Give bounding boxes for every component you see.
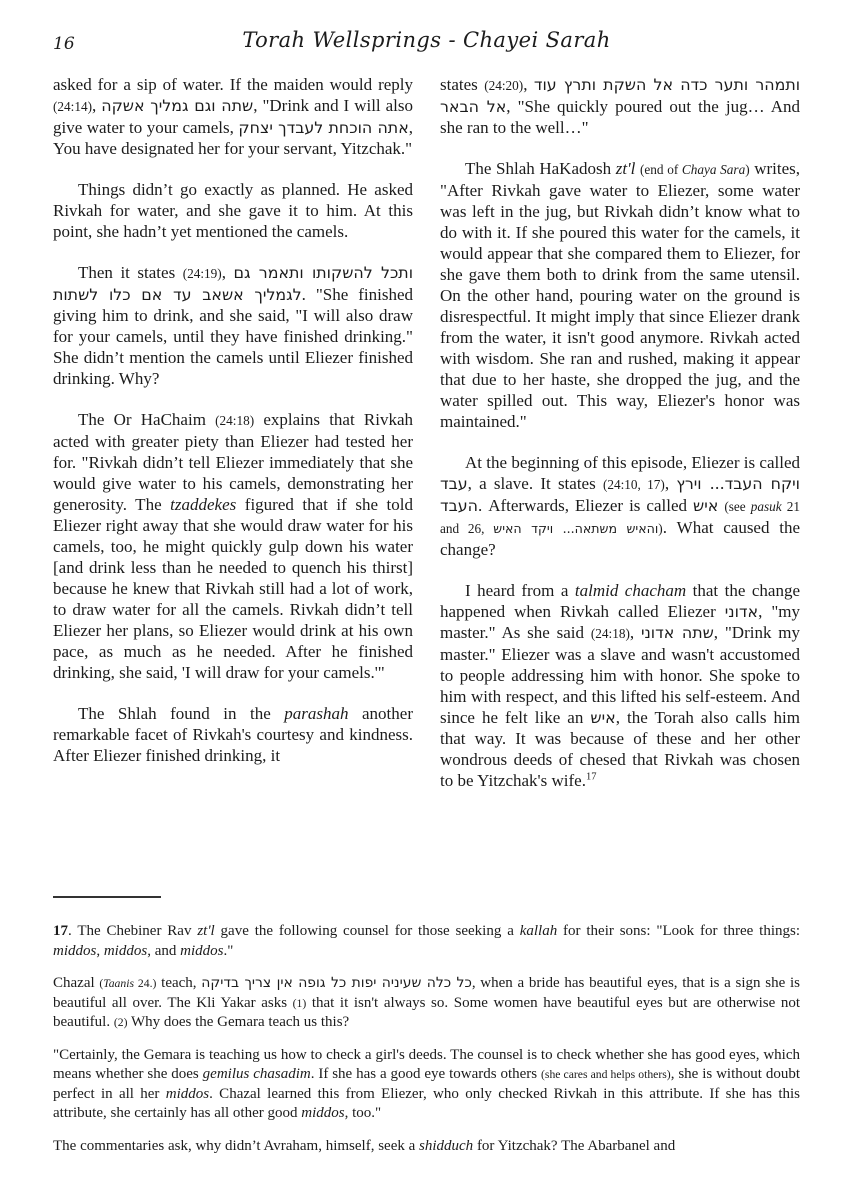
text-segment: 17	[585, 771, 597, 783]
text-segment: figured that if she told Eliezer right away that she would draw water for his camels, too, he might quickly gulp down his water [and drink less than he needed to quench his thirst] because he knew that Rivkah still had a lot of work, to draw water for all the camels. Rivkah didn’t tell Eliezer her plans, so Eliezer would drink at his own pace, as much as he needed. After he finished drinking, she said, 'I will draw for your camels.'"	[53, 495, 413, 682]
text-segment: The Shlah found in the	[78, 704, 285, 723]
text-segment: (she cares and helps others)	[541, 1068, 671, 1081]
text-segment: ,	[92, 96, 102, 115]
text-segment: ,	[629, 623, 641, 642]
text-segment: middos	[53, 942, 97, 959]
text-segment: for their sons: "Look for three things:	[557, 923, 801, 939]
hebrew-text: ותכל להשקותו ותאמר גם לגמליך אשאב עד אם כלו לשתות	[53, 263, 413, 304]
text-segment: Things didn’t go exactly as planned. He asked Rivkah for water, and she gave it to him. At this point, she hadn’t yet mentioned the camels.	[53, 180, 413, 241]
hebrew-text: שתה וגם גמליך אשקה	[101, 96, 254, 115]
paragraph	[53, 179, 413, 242]
page-number: 16	[53, 34, 75, 54]
left-column	[53, 74, 413, 882]
text-segment: (see	[724, 499, 751, 514]
text-segment: )	[658, 521, 663, 536]
text-segment: shidduch	[419, 1137, 474, 1154]
text-segment: (24:14)	[53, 99, 93, 114]
text-segment: ."	[223, 942, 234, 959]
hebrew-text: אדוני	[724, 602, 759, 621]
hebrew-text: והאיש משתאה... ויקד האיש	[493, 521, 659, 536]
paragraph	[440, 452, 800, 560]
text-segment: that it isn't always so. Some women have beautiful eyes but are otherwise not beautiful.	[53, 994, 800, 1030]
text-segment: zt'l	[197, 923, 215, 939]
text-segment: states	[440, 75, 485, 94]
paragraph	[440, 74, 800, 138]
text-segment: (end of	[640, 162, 682, 177]
paragraph	[440, 580, 800, 791]
text-segment: . Afterwards, Eliezer is called	[477, 496, 694, 515]
hebrew-text: איש	[693, 496, 719, 515]
body-columns	[53, 74, 800, 882]
text-segment: , the Torah also calls him that way. It was because of these and her other wondrous deeds of chesed that Rivkah was chosen to be Yitzchak's wife.	[440, 708, 800, 790]
text-segment: ,	[221, 263, 234, 282]
text-segment: middos	[165, 1085, 210, 1102]
text-segment: (24:20)	[484, 78, 524, 93]
text-segment: , "Drink and I will also give water to your camels,	[53, 96, 414, 137]
text-segment: , "She quickly poured out the jug… And she ran to the well…"	[440, 97, 800, 137]
text-segment: , You have designated her for your servant, Yitzchak."	[53, 118, 414, 158]
text-segment: )	[745, 162, 750, 177]
text-segment: writes, "After Rivkah gave water to Eliezer, some water was left in the jug, but Rivkah didn’t know what to do with it. If she poured this water for the camels, it would appear that she compared them to Eliezer, for she gave them both to drink from the same utensil. On the other hand, pouring water on the ground is disrespectful. It might imply that since Eliezer drank from the water, it isn't good anymore. Rivkah acted with wisdom. She ran and rushed, making it appear that due to her haste, she dropped the jug, and the water spilled out. This way, Eliezer's honor was maintained."	[440, 159, 800, 431]
text-segment: Taanis	[103, 977, 135, 990]
right-column	[440, 74, 800, 882]
hebrew-text: ותמהר ותער כדה אל השקת ותרץ עוד אל הבאר	[440, 75, 800, 116]
text-segment: The Shlah HaKadosh	[465, 159, 616, 178]
text-segment: ,	[96, 942, 104, 959]
text-segment: , she is without doubt perfect in all her	[53, 1066, 800, 1102]
text-segment: . "She finished giving him to drink, and she said, "I will also draw for your camels, until they have finished drinking." She didn’t mention the camels until Eliezer finished drinking. Why?	[53, 285, 413, 388]
hebrew-text: עבד	[440, 474, 468, 493]
text-segment: tzaddekes	[170, 495, 237, 514]
text-segment: gemilus chasadim	[202, 1066, 311, 1082]
text-segment: Why does the Gemara teach us this?	[127, 1014, 350, 1030]
text-segment: middos	[301, 1105, 345, 1121]
text-segment: parashah	[284, 704, 349, 723]
text-segment: ,	[664, 474, 677, 493]
text-segment: teach,	[156, 975, 202, 991]
text-segment: Then it states	[78, 263, 183, 282]
paragraph	[53, 262, 413, 389]
text-segment: gave the following counsel for those seeking a	[214, 923, 520, 939]
text-segment: 21 and 26,	[440, 499, 800, 536]
text-segment: . The Chebiner Rav	[68, 923, 198, 939]
text-segment: (	[99, 977, 104, 990]
text-segment: kallah	[519, 923, 558, 939]
text-segment: At the beginning of this episode, Eliezer is called	[465, 453, 800, 472]
text-segment: for Yitzchak? The Abarbanel and	[473, 1137, 676, 1154]
text-segment: that the change happened when Rivkah called Eliezer	[440, 581, 800, 621]
text-segment: asked for a sip of water. If the maiden would reply	[53, 75, 413, 94]
hebrew-text: כל כלה שעיניה יפות כל גופה אין צריך בדיקה	[201, 975, 472, 991]
text-segment: another remarkable facet of Rivkah's courtesy and kindness. After Eliezer finished drinking, it	[53, 704, 413, 765]
paragraph	[53, 74, 413, 159]
footnote-separator	[53, 896, 161, 898]
hebrew-text: אתה הוכחת לעבדך יצחק	[238, 118, 409, 137]
text-segment: (24:10, 17)	[602, 477, 665, 492]
text-segment: middos	[180, 942, 224, 959]
text-segment: ,	[523, 75, 534, 94]
footnotes	[53, 922, 800, 1156]
text-segment: (24:18)	[590, 626, 630, 641]
text-segment: Chaya Sara	[681, 162, 746, 177]
footnote-area	[53, 892, 800, 1169]
text-segment: zt'l	[615, 159, 636, 178]
text-segment: explains that Rivkah acted with greater piety than Eliezer had tested her for. "Rivkah didn’t tell Eliezer immediately that she would give water to his camels, demonstrating her generosity. The	[53, 410, 413, 514]
text-segment: , when a bride has beautiful eyes, that is a sign she is beautiful all over. The Kli Yakar asks	[53, 975, 800, 1011]
text-segment: 17	[53, 923, 68, 939]
text-segment: (24:19)	[182, 266, 222, 281]
text-segment: talmid chacham	[574, 581, 687, 600]
paragraph	[53, 703, 413, 766]
page-title: Torah Wellsprings - Chayei Sarah	[242, 28, 611, 52]
paragraph	[53, 974, 800, 1033]
text-segment: The Or HaChaim	[78, 410, 216, 429]
text-segment: , "Drink my master." Eliezer was a slave and wasn't accustomed to people addressing him with honor. She spoke to him with respect, and this lifted his self-esteem. And since he felt like an	[440, 623, 800, 727]
text-segment: The commentaries ask, why didn’t Avraham, himself, seek a	[53, 1137, 420, 1154]
text-segment: . Chazal learned this from Eliezer, who only checked Rivkah in this attribute. If she has this attribute, she certainly has all other good	[53, 1085, 800, 1121]
hebrew-text: ויקח העבד... וירץ העבד	[440, 474, 800, 515]
text-segment: (1)	[292, 996, 307, 1010]
text-segment: (24:18)	[215, 413, 255, 428]
text-segment: middos	[103, 942, 148, 959]
text-segment: "Certainly, the Gemara is teaching us how to check a girl's deeds. The counsel is to check whether she has good eyes, which means whether she does	[53, 1046, 800, 1082]
text-segment: (2)	[113, 1016, 128, 1029]
paragraph	[53, 409, 413, 683]
text-segment: , a slave. It states	[467, 474, 603, 493]
text-segment: pasuk	[750, 499, 782, 514]
text-segment: I heard from a	[465, 581, 575, 600]
text-segment: , too."	[344, 1105, 382, 1121]
text-segment: , and	[147, 942, 181, 959]
hebrew-text: שתה אדוני	[640, 623, 714, 642]
text-segment: 24.)	[134, 977, 157, 990]
text-segment: Chazal	[53, 975, 100, 991]
text-segment: , "my master." As she said	[440, 602, 800, 642]
hebrew-text: איש	[590, 708, 616, 727]
paragraph	[440, 158, 800, 432]
text-segment: . What caused the change?	[440, 518, 800, 559]
paragraph	[53, 1046, 800, 1124]
page-header	[53, 28, 800, 62]
paragraph	[53, 1137, 800, 1157]
text-segment: . If she has a good eye towards others	[310, 1066, 541, 1082]
paragraph	[53, 922, 800, 961]
